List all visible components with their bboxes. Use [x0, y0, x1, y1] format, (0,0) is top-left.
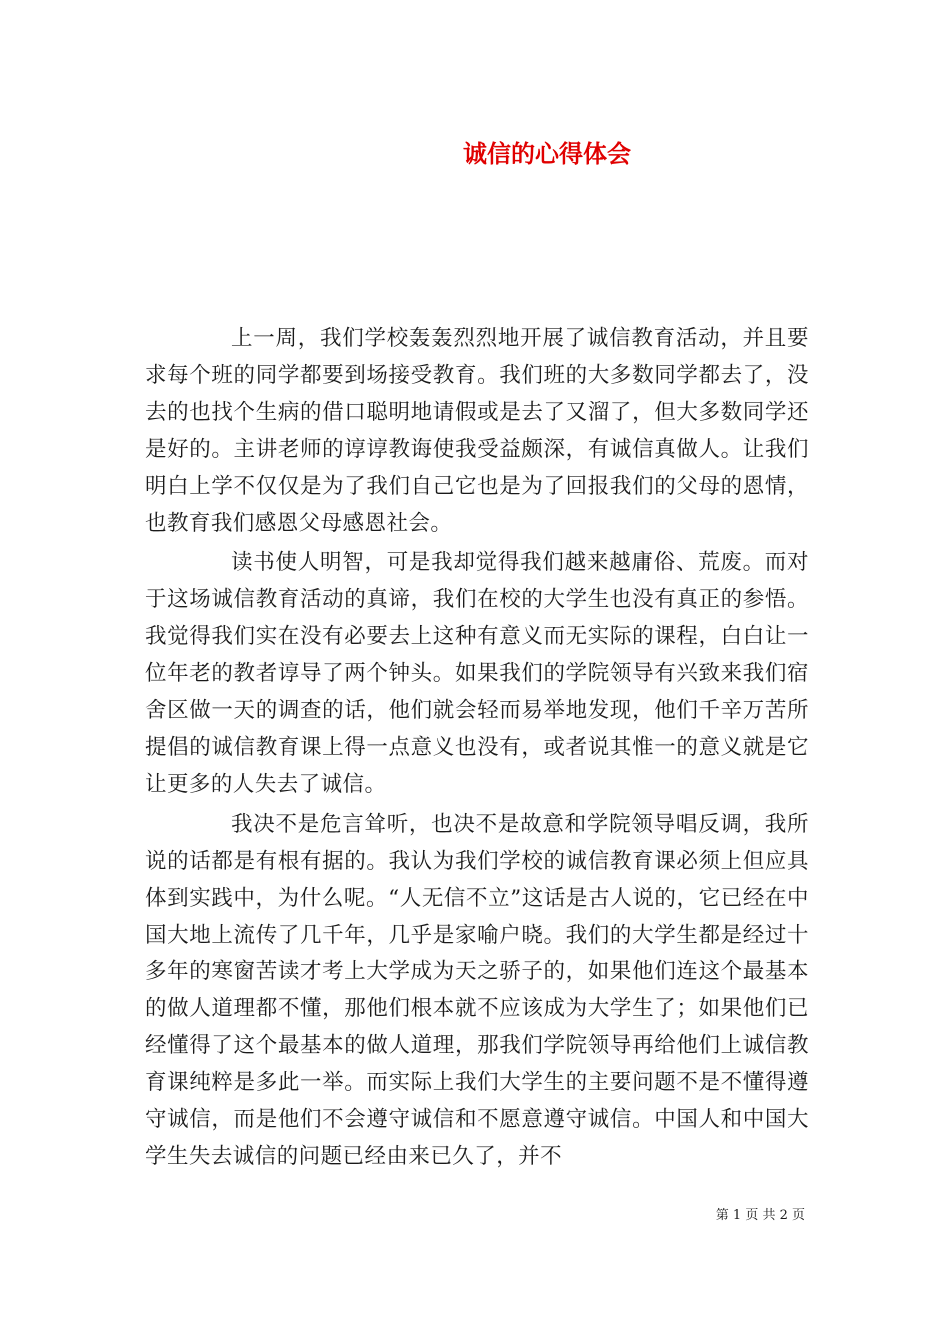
page-number-footer: 第 1 页 共 2 页	[715, 1208, 805, 1223]
paragraph-2: 读书使人明智，可是我却觉得我们越来越庸俗、荒废。而对于这场诚信教育活动的真谛，我们在校的大学生也没有真正的参悟。我觉得我们实在没有必要去上这种有意义而无实际的课程，白白让一位年老的教者谆导了两个钟头。如果我们的学院领导有兴致来我们宿舍区做一天的调查的话，他们就会轻而易举地发现，他们千辛万苦所提倡的诚信教育课上得一点意义也没有，或者说其惟一的意义就是它让更多的人失去了诚信。	[145, 550, 809, 797]
document-title: 诚信的心得体会	[463, 139, 631, 168]
paragraph-3: 我决不是危言耸听，也决不是故意和学院领导唱反调，我所说的话都是有根有据的。我认为我们学校的诚信教育课必须上但应具体到实践中，为什么呢。“人无信不立”这话是古人说的，它已经在中国大地上流传了几千年，几乎是家喻户晓。我们的大学生都是经过十多年的寒窗苦读才考上大学成为天之骄子的，如果他们连这个最基本的做人道理都不懂，那他们根本就不应该成为大学生了；如果他们已经懂得了这个最基本的做人道理，那我们学院领导再给他们上诚信教育课纯粹是多此一举。而实际上我们大学生的主要问题不是不懂得遵守诚信，而是他们不会遵守诚信和不愿意遵守诚信。中国人和中国大学生失去诚信的问题已经由来已久了，并不	[145, 811, 809, 1169]
document-body	[145, 321, 809, 1176]
paragraph-1: 上一周，我们学校轰轰烈烈地开展了诚信教育活动，并且要求每个班的同学都要到场接受教育。我们班的大多数同学都去了，没去的也找个生病的借口聪明地请假或是去了又溜了，但大多数同学还是好的。主讲老师的谆谆教诲使我受益颇深，有诚信真做人。让我们明白上学不仅仅是为了我们自己它也是为了回报我们的父母的恩情，也教育我们感恩父母感恩社会。	[145, 326, 809, 536]
